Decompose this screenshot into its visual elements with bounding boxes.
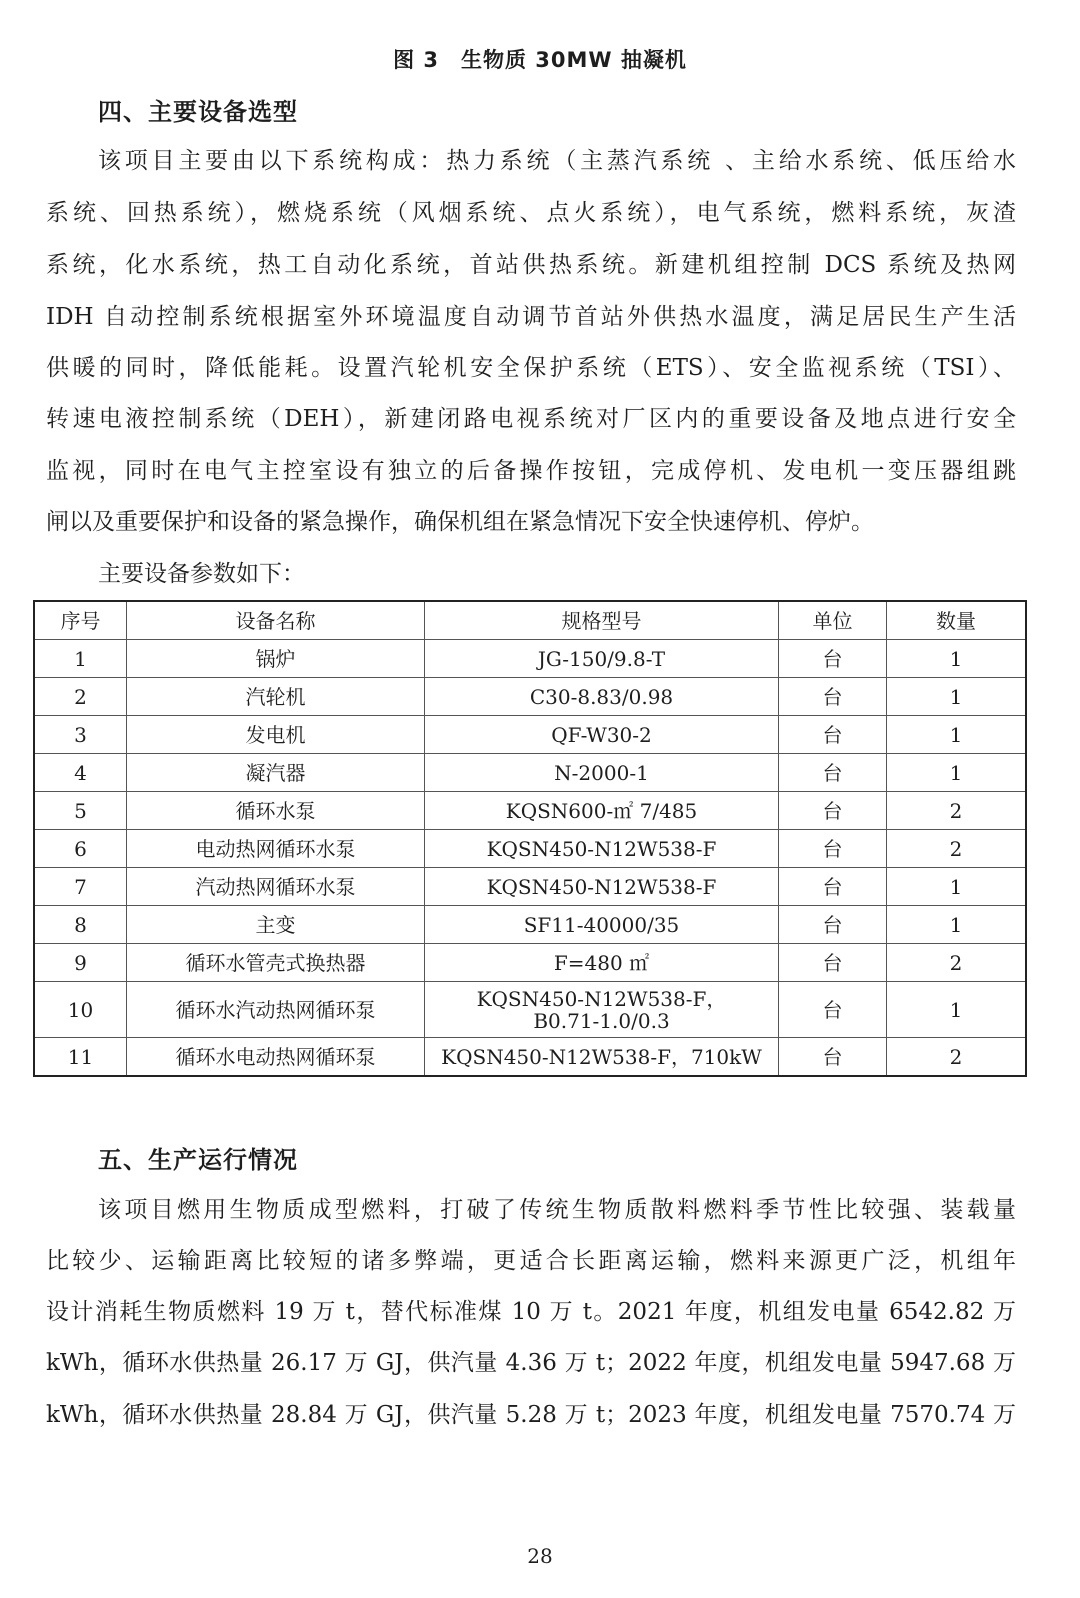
cell-no: 11 [34,1038,127,1077]
cell-name: 循环水汽动热网循环泵 [127,982,425,1038]
cell-qty: 1 [887,982,1027,1038]
cell-qty: 1 [887,716,1027,754]
cell-no: 5 [34,792,127,830]
table-row [34,640,1026,678]
section-heading-production-operation: 五、生产运行情况 [98,1146,298,1174]
cell-no: 6 [34,830,127,868]
cell-model: QF-W30-2 [425,716,779,754]
cell-no: 3 [34,716,127,754]
table-row [34,944,1026,982]
cell-qty: 2 [887,792,1027,830]
cell-unit: 台 [779,792,887,830]
paragraph-line: kWh，循环水供热量 26.17 万 GJ，供汽量 4.36 万 t；2022 年度，机组发电量 5947.68 万 [46,1350,1016,1376]
table-row [34,792,1026,830]
cell-qty: 1 [887,906,1027,944]
cell-model: C30-8.83/0.98 [425,678,779,716]
table-row [34,868,1026,906]
header-model: 规格型号 [425,601,779,640]
cell-unit: 台 [779,944,887,982]
cell-unit: 台 [779,906,887,944]
cell-name: 循环水电动热网循环泵 [127,1038,425,1077]
equipment-table [33,600,1027,1077]
cell-unit: 台 [779,1038,887,1077]
cell-unit: 台 [779,982,887,1038]
table-row [34,716,1026,754]
cell-name: 汽轮机 [127,678,425,716]
cell-unit: 台 [779,754,887,792]
cell-name: 发电机 [127,716,425,754]
cell-unit: 台 [779,640,887,678]
paragraph-line: 系统，化水系统，热工自动化系统，首站供热系统。新建机组控制 DCS 系统及热网 [46,252,1016,278]
cell-name: 循环水管壳式换热器 [127,944,425,982]
cell-name: 凝汽器 [127,754,425,792]
cell-qty: 2 [887,830,1027,868]
table-row [34,1038,1026,1077]
cell-model: N-2000-1 [425,754,779,792]
table-row [34,830,1026,868]
cell-model: KQSN450-N12W538-F，710kW [425,1038,779,1077]
page-number: 28 [527,1544,553,1568]
cell-no: 10 [34,982,127,1038]
paragraph-line: 系统、回热系统），燃烧系统（风烟系统、点火系统），电气系统，燃料系统，灰渣 [46,200,1016,226]
paragraph-line: 转速电液控制系统（DEH），新建闭路电视系统对厂区内的重要设备及地点进行安全 [46,406,1016,432]
header-unit: 单位 [779,601,887,640]
table-row [34,754,1026,792]
figure-caption: 图 3 生物质 30MW 抽凝机 [393,48,687,72]
cell-model: F=480 ㎡ [425,944,779,982]
paragraph-line: 监视，同时在电气主控室设有独立的后备操作按钮，完成停机、发电机一变压器组跳 [46,458,1016,484]
table-row [34,678,1026,716]
cell-no: 9 [34,944,127,982]
cell-model: KQSN600-㎡ 7/485 [425,792,779,830]
paragraph-line: 设计消耗生物质燃料 19 万 t，替代标准煤 10 万 t。2021 年度，机组发电量 6542.82 万 [46,1299,1016,1325]
cell-unit: 台 [779,716,887,754]
cell-model [425,982,779,1038]
cell-qty: 1 [887,678,1027,716]
cell-qty: 2 [887,944,1027,982]
cell-no: 2 [34,678,127,716]
cell-model: KQSN450-N12W538-F [425,830,779,868]
paragraph-line: 闸以及重要保护和设备的紧急操作，确保机组在紧急情况下安全快速停机、停炉。 [46,509,874,535]
cell-name: 锅炉 [127,640,425,678]
cell-unit: 台 [779,830,887,868]
cell-name: 汽动热网循环水泵 [127,868,425,906]
cell-no: 4 [34,754,127,792]
paragraph-line: 供暖的同时，降低能耗。设置汽轮机安全保护系统（ETS）、安全监视系统（TSI）、 [46,355,1016,381]
paragraph-line: 该项目主要由以下系统构成：热力系统（主蒸汽系统 、主给水系统、低压给水 [98,148,1016,174]
cell-qty: 1 [887,640,1027,678]
paragraph-line: kWh，循环水供热量 28.84 万 GJ，供汽量 5.28 万 t；2023 年度，机组发电量 7570.74 万 [46,1402,1016,1428]
table-header-row [34,601,1026,640]
paragraph-line: IDH 自动控制系统根据室外环境温度自动调节首站外供热水温度，满足居民生产生活 [46,304,1016,330]
header-no: 序号 [34,601,127,640]
cell-qty: 1 [887,754,1027,792]
paragraph-line: 该项目燃用生物质成型燃料，打破了传统生物质散料燃料季节性比较强、装载量 [98,1197,1016,1223]
cell-name: 主变 [127,906,425,944]
cell-model: SF11-40000/35 [425,906,779,944]
cell-model-line: KQSN450-N12W538-F， [476,986,727,1011]
cell-qty: 2 [887,1038,1027,1077]
cell-model: KQSN450-N12W538-F [425,868,779,906]
table-intro: 主要设备参数如下： [98,561,305,587]
header-qty: 数量 [887,601,1027,640]
table-row [34,982,1026,1038]
cell-name: 循环水泵 [127,792,425,830]
cell-qty: 1 [887,868,1027,906]
cell-model-line: B0.71-1.0/0.3 [533,1008,670,1033]
cell-model: JG-150/9.8-T [425,640,779,678]
cell-no: 8 [34,906,127,944]
table-row [34,906,1026,944]
cell-unit: 台 [779,868,887,906]
paragraph-line: 比较少、运输距离比较短的诸多弊端，更适合长距离运输，燃料来源更广泛，机组年 [46,1248,1016,1274]
cell-name: 电动热网循环水泵 [127,830,425,868]
cell-no: 1 [34,640,127,678]
header-name: 设备名称 [127,601,425,640]
section-heading-equipment-selection: 四、主要设备选型 [98,98,298,126]
cell-unit: 台 [779,678,887,716]
cell-no: 7 [34,868,127,906]
